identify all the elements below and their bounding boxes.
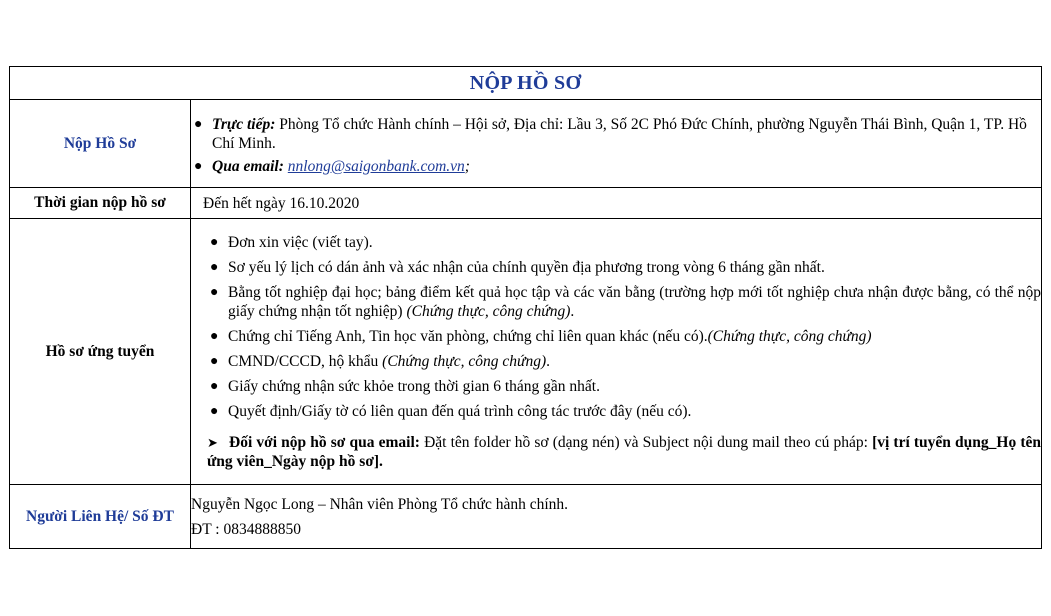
- list-item: ● Bằng tốt nghiệp đại học; bảng điểm kết quả học tập và các văn bằng (trường hợp mới tốt nghiệp chưa nhận được bằng, có thể nộp giấy chứng nhận tốt nghiệp) (Chứng thực, công chứng).: [210, 283, 1042, 320]
- application-table: [9, 66, 1042, 549]
- contact-row: [10, 485, 1042, 549]
- documents-row: [10, 219, 1042, 485]
- bullet-icon: ●: [194, 159, 203, 174]
- list-item: ● Đơn xin việc (viết tay).: [210, 233, 373, 251]
- contact-content: [191, 485, 1042, 549]
- submit-content: [191, 100, 1042, 188]
- direct-text: Phòng Tổ chức Hành chính – Hội sở, Địa chỉ: Lầu 3, Số 2C Phó Đức Chính, phường Nguyễn Thái Bình, Quận 1, TP. Hồ Chí Minh.: [212, 116, 1027, 152]
- email-suffix: ;: [464, 158, 470, 175]
- note-bold: Đối với nộp hồ sơ qua email:: [229, 433, 420, 451]
- bullet-icon: ●: [210, 353, 219, 369]
- arrow-bullet-icon: ➤: [207, 434, 218, 450]
- submit-direct-item: [191, 115, 1041, 153]
- documents-label: Hồ sơ ứng tuyển: [10, 219, 191, 485]
- email-note: [207, 433, 1041, 471]
- deadline-row: [10, 188, 1042, 219]
- bullet-icon: ●: [210, 259, 219, 275]
- bullet-icon: ●: [210, 234, 219, 250]
- email-link[interactable]: nnlong@saigonbank.com.vn: [287, 158, 465, 175]
- documents-content: [191, 219, 1042, 485]
- title-row: [10, 67, 1042, 100]
- email-label: Qua email:: [212, 158, 284, 175]
- contact-label: Người Liên Hệ/ Số ĐT: [10, 485, 191, 549]
- submit-email-item: [191, 157, 1041, 176]
- list-item: ● Giấy chứng nhận sức khỏe trong thời gian 6 tháng gần nhất.: [210, 377, 600, 395]
- deadline-label: Thời gian nộp hồ sơ: [10, 188, 191, 219]
- bullet-icon: ●: [210, 328, 219, 344]
- list-item: ● Sơ yếu lý lịch có dán ảnh và xác nhận của chính quyền địa phương trong vòng 6 tháng gần nhất.: [210, 258, 825, 276]
- bullet-icon: ●: [210, 378, 219, 394]
- contact-name: Nguyễn Ngọc Long – Nhân viên Phòng Tổ chức hành chính.: [191, 495, 569, 513]
- note-text: Đặt tên folder hồ sơ (dạng nén) và Subject nội dung mail theo cú pháp:: [419, 433, 873, 451]
- bullet-icon: ●: [194, 117, 203, 132]
- documents-list: [207, 233, 1041, 421]
- list-item: ● Chứng chỉ Tiếng Anh, Tin học văn phòng, chứng chỉ liên quan khác (nếu có).(Chứng thực, công chứng): [210, 327, 872, 345]
- submit-method-list: [191, 115, 1041, 176]
- note-syntax: [vị trí tuyển dụng_Họ tên ứng viên_Ngày nộp hồ sơ].: [207, 433, 1042, 470]
- contact-phone: ĐT : 0834888850: [191, 520, 301, 538]
- submit-row: [10, 100, 1042, 188]
- direct-label: Trực tiếp:: [212, 116, 276, 133]
- submit-label: Nộp Hồ Sơ: [10, 100, 191, 188]
- table-title: NỘP HỒ SƠ: [10, 67, 1042, 100]
- deadline-value: Đến hết ngày 16.10.2020: [191, 188, 1042, 219]
- list-item: ● Quyết định/Giấy tờ có liên quan đến quá trình công tác trước đây (nếu có).: [210, 402, 692, 420]
- list-item: ● CMND/CCCD, hộ khẩu (Chứng thực, công chứng).: [210, 352, 550, 370]
- bullet-icon: ●: [210, 403, 219, 419]
- bullet-icon: ●: [210, 284, 219, 300]
